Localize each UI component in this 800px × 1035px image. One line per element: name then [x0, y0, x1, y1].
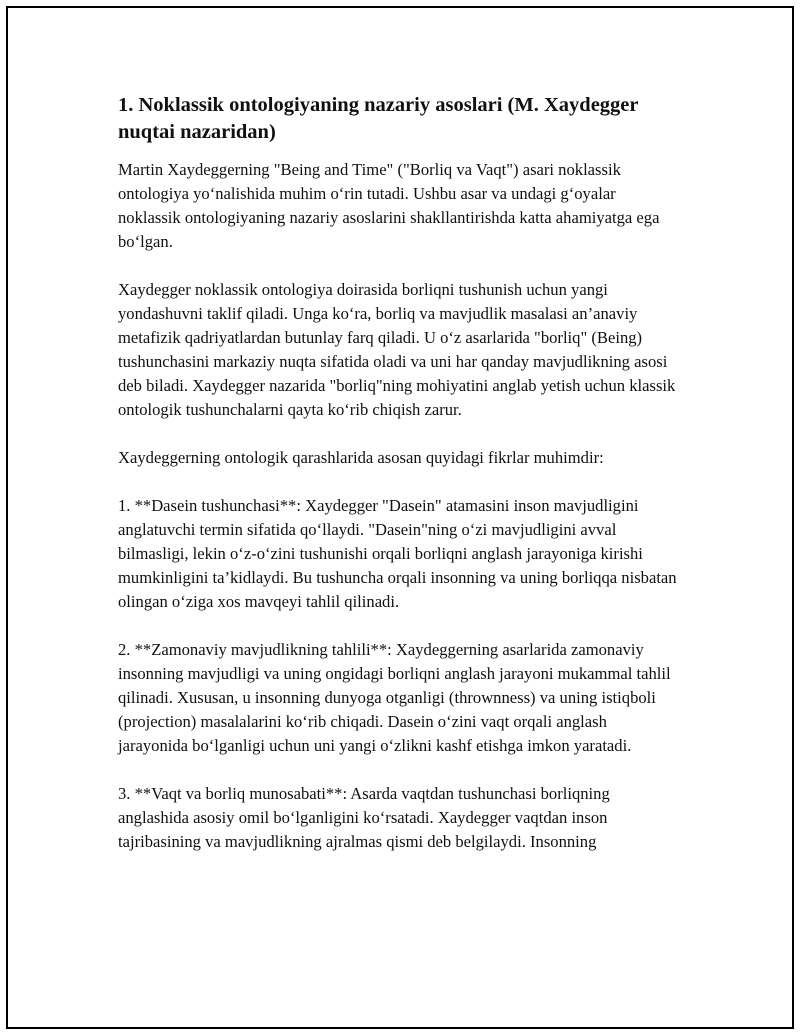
document-body [118, 92, 678, 878]
paragraph-key-ideas: Xaydeggerning ontologik qarashlarida asosan quyidagi fikrlar muhimdir: [118, 448, 604, 467]
paragraph-dasein: 1. **Dasein tushunchasi**: Xaydegger "Dasein" atamasini inson mavjudligini anglatuvchi termin sifatida qo‘llaydi. "Dasein"ning o‘zi mavjudligini avval bilmasligi, lekin o‘z-o‘zini tushunishi orqali borliqni anglash jarayoniga kirishi mumkinligini ta’kidlaydi. Bu tushuncha orqali insonning va uning borliqqa nisbatan olingan o‘ziga xos mavqeyi tahlil qilinadi. [118, 496, 677, 611]
document-heading: 1. Noklassik ontologiyaning nazariy asoslari (M. Xaydegger nuqtai nazaridan) [118, 94, 639, 143]
paragraph-approach: Xaydegger noklassik ontologiya doirasida borliqni tushunish uchun yangi yondashuvni taklif qiladi. Unga ko‘ra, borliq va mavjudlik masalasi an’anaviy metafizik qadriyatlardan butunlay farq qiladi. U o‘z asarlarida "borliq" (Being) tushunchasini markaziy nuqta sifatida oladi va uni har qanday mavjudlikning asosi deb biladi. Xaydegger nazarida "borliq"ning mohiyatini anglab yetish uchun klassik ontologik tushunchalarni qayta ko‘rib chiqish zarur. [118, 280, 676, 419]
paragraph-modern-existence: 2. **Zamonaviy mavjudlikning tahlili**: Xaydeggerning asarlarida zamonaviy insonning mavjudligi va uning ongidagi borliqni anglash jarayoni mukammal tahlil qilinadi. Xususan, u insonning dunyoga otganligi (thrownness) va uning istiqboli (projection) masalalarini ko‘rib chiqadi. Dasein o‘zini vaqt orqali anglash jarayonida bo‘lganligi uchun uni yangi o‘zlikni kashf etishga imkon yaratadi. [118, 640, 671, 755]
paragraph-time-and-being: 3. **Vaqt va borliq munosabati**: Asarda vaqtdan tushunchasi borliqning anglashida asosiy omil bo‘lganligini ko‘rsatadi. Xaydegger vaqtdan inson tajribasining va mavjudlikning ajralmas qismi deb belgilaydi. Insonning [118, 784, 610, 851]
paragraph-intro: Martin Xaydeggerning "Being and Time" ("Borliq va Vaqt") asari noklassik ontologiya yo‘nalishida muhim o‘rin tutadi. Ushbu asar va undagi g‘oyalar noklassik ontologiyaning nazariy asoslarini shakllantirishda katta ahamiyatga ega bo‘lgan. [118, 160, 660, 251]
